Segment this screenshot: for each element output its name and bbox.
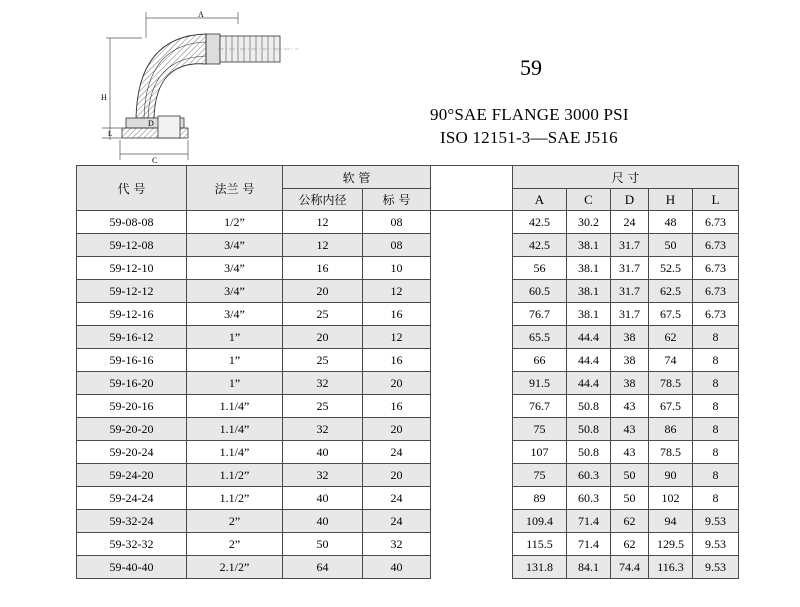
cell-d: 74.4 [611,556,649,579]
cell-l: 6.73 [693,211,739,234]
cell-a: 42.5 [513,234,567,257]
cell-size: 24 [363,487,431,510]
header-l: L [693,189,739,211]
cell-l: 8 [693,349,739,372]
elbow-tube [136,34,206,118]
table-row [77,510,739,533]
cell-l: 6.73 [693,234,739,257]
cell-l: 6.73 [693,257,739,280]
table-row [77,418,739,441]
cell-a: 131.8 [513,556,567,579]
table-row [77,303,739,326]
cell-dn: 32 [283,418,363,441]
cell-l: 8 [693,372,739,395]
cell-dn: 25 [283,349,363,372]
header-hose-size: 标 号 [363,189,431,211]
cell-l: 8 [693,418,739,441]
label-d: D [148,119,154,128]
cell-a: 66 [513,349,567,372]
table-row [77,280,739,303]
blank-cell [431,533,513,556]
cell-h: 48 [649,211,693,234]
cell-size: 32 [363,533,431,556]
cell-h: 86 [649,418,693,441]
cell-d: 31.7 [611,303,649,326]
table-row [77,533,739,556]
cell-code: 59-20-16 [77,395,187,418]
blank-cell [431,326,513,349]
cell-h: 67.5 [649,303,693,326]
cell-a: 75 [513,464,567,487]
cell-flange: 1” [187,326,283,349]
cell-d: 31.7 [611,280,649,303]
table-row [77,349,739,372]
cell-c: 30.2 [567,211,611,234]
cell-a: 91.5 [513,372,567,395]
cell-h: 52.5 [649,257,693,280]
blank-cell [431,441,513,464]
cell-dn: 32 [283,464,363,487]
cell-flange: 3/4” [187,234,283,257]
cell-h: 62 [649,326,693,349]
cell-d: 38 [611,349,649,372]
table-row [77,464,739,487]
header-a: A [513,189,567,211]
cell-size: 12 [363,326,431,349]
cell-flange: 3/4” [187,257,283,280]
cell-l: 9.53 [693,533,739,556]
cell-dn: 20 [283,326,363,349]
blank-cell [431,510,513,533]
cell-h: 129.5 [649,533,693,556]
cell-c: 44.4 [567,349,611,372]
cell-l: 6.73 [693,280,739,303]
cell-dn: 25 [283,303,363,326]
blank-cell [431,395,513,418]
blank-cell [431,464,513,487]
cell-size: 08 [363,211,431,234]
cell-size: 24 [363,510,431,533]
cell-dn: 25 [283,395,363,418]
cell-flange: 1.1/4” [187,395,283,418]
header-blank [431,166,513,211]
cell-flange: 1.1/4” [187,418,283,441]
cell-h: 116.3 [649,556,693,579]
cell-flange: 3/4” [187,303,283,326]
hose-tail [206,34,298,64]
cell-dn: 64 [283,556,363,579]
blank-cell [431,418,513,441]
cell-l: 8 [693,395,739,418]
cell-code: 59-16-12 [77,326,187,349]
label-a: A [198,10,204,19]
cell-a: 76.7 [513,395,567,418]
label-l: L [108,130,113,138]
cell-a: 115.5 [513,533,567,556]
cell-dn: 40 [283,441,363,464]
cell-h: 90 [649,464,693,487]
cell-l: 9.53 [693,510,739,533]
cell-a: 107 [513,441,567,464]
cell-dn: 40 [283,510,363,533]
table-row [77,395,739,418]
cell-a: 76.7 [513,303,567,326]
cell-code: 59-16-20 [77,372,187,395]
blank-cell [431,556,513,579]
blank-cell [431,303,513,326]
cell-a: 89 [513,487,567,510]
table-row [77,234,739,257]
header-d: D [611,189,649,211]
cell-h: 74 [649,349,693,372]
cell-c: 71.4 [567,533,611,556]
label-h: H [101,93,107,102]
blank-cell [431,372,513,395]
cell-flange: 1” [187,349,283,372]
cell-size: 20 [363,372,431,395]
cell-code: 59-16-16 [77,349,187,372]
blank-cell [431,487,513,510]
cell-flange: 2” [187,510,283,533]
cell-size: 16 [363,303,431,326]
cell-size: 20 [363,464,431,487]
cell-flange: 3/4” [187,280,283,303]
cell-d: 43 [611,441,649,464]
cell-h: 102 [649,487,693,510]
cell-c: 60.3 [567,464,611,487]
cell-code: 59-08-08 [77,211,187,234]
cell-code: 59-32-24 [77,510,187,533]
cell-flange: 1/2” [187,211,283,234]
cell-d: 31.7 [611,257,649,280]
cell-c: 38.1 [567,303,611,326]
spec-table-body [77,211,739,579]
cell-a: 60.5 [513,280,567,303]
cell-c: 60.3 [567,487,611,510]
cell-a: 65.5 [513,326,567,349]
blank-cell [431,349,513,372]
cell-code: 59-24-20 [77,464,187,487]
header-code: 代 号 [77,166,187,211]
table-row [77,372,739,395]
cell-h: 78.5 [649,372,693,395]
cell-d: 38 [611,372,649,395]
cell-flange: 1.1/2” [187,464,283,487]
cell-code: 59-24-24 [77,487,187,510]
cell-h: 67.5 [649,395,693,418]
cell-code: 59-32-32 [77,533,187,556]
cell-c: 50.8 [567,418,611,441]
cell-size: 08 [363,234,431,257]
cell-code: 59-12-16 [77,303,187,326]
cell-d: 50 [611,487,649,510]
model-number: 59 [520,55,542,80]
cell-dn: 32 [283,372,363,395]
cell-dn: 12 [283,234,363,257]
cell-c: 71.4 [567,510,611,533]
spec-table [76,165,739,579]
cell-d: 50 [611,464,649,487]
cell-flange: 1.1/2” [187,487,283,510]
dimension-a [146,10,238,38]
cell-code: 59-12-08 [77,234,187,257]
table-row [77,556,739,579]
blank-cell [431,257,513,280]
table-row [77,257,739,280]
cell-l: 6.73 [693,303,739,326]
header-flange: 法兰 号 [187,166,283,211]
cell-dn: 50 [283,533,363,556]
cell-l: 8 [693,441,739,464]
fitting-drawing [98,8,318,164]
header-h: H [649,189,693,211]
cell-size: 12 [363,280,431,303]
cell-size: 10 [363,257,431,280]
cell-d: 38 [611,326,649,349]
cell-size: 40 [363,556,431,579]
cell-d: 43 [611,395,649,418]
cell-a: 75 [513,418,567,441]
blank-cell [431,234,513,257]
cell-l: 9.53 [693,556,739,579]
cell-c: 38.1 [567,280,611,303]
title-line-1: 90°SAE FLANGE 3000 PSI [430,105,629,124]
cell-h: 50 [649,234,693,257]
cell-code: 59-20-20 [77,418,187,441]
cell-c: 44.4 [567,372,611,395]
blank-cell [431,211,513,234]
cell-dn: 12 [283,211,363,234]
cell-size: 16 [363,349,431,372]
table-row [77,326,739,349]
cell-c: 44.4 [567,326,611,349]
cell-l: 8 [693,326,739,349]
cell-c: 50.8 [567,395,611,418]
cell-size: 20 [363,418,431,441]
cell-flange: 2” [187,533,283,556]
header-hose: 软 管 [283,166,431,189]
table-row [77,211,739,234]
cell-a: 56 [513,257,567,280]
cell-code: 59-20-24 [77,441,187,464]
header-hose-dn: 公称内径 [283,189,363,211]
cell-dn: 16 [283,257,363,280]
cell-l: 8 [693,464,739,487]
cell-dn: 20 [283,280,363,303]
header-c: C [567,189,611,211]
cell-d: 43 [611,418,649,441]
cell-size: 16 [363,395,431,418]
label-c: C [152,156,158,164]
cell-d: 31.7 [611,234,649,257]
table-row [77,441,739,464]
cell-h: 62.5 [649,280,693,303]
cell-size: 24 [363,441,431,464]
header-row-1 [77,166,739,189]
cell-c: 50.8 [567,441,611,464]
cell-a: 109.4 [513,510,567,533]
cell-c: 38.1 [567,257,611,280]
cell-h: 94 [649,510,693,533]
cell-flange: 2.1/2” [187,556,283,579]
cell-d: 62 [611,533,649,556]
cell-h: 78.5 [649,441,693,464]
flange-head [122,116,188,138]
cell-d: 24 [611,211,649,234]
cell-l: 8 [693,487,739,510]
cell-flange: 1” [187,372,283,395]
cell-c: 84.1 [567,556,611,579]
cell-d: 62 [611,510,649,533]
title-line-2: ISO 12151-3—SAE J516 [440,128,618,147]
cell-code: 59-12-12 [77,280,187,303]
cell-c: 38.1 [567,234,611,257]
cell-code: 59-40-40 [77,556,187,579]
cell-flange: 1.1/4” [187,441,283,464]
cell-code: 59-12-10 [77,257,187,280]
header-dimensions: 尺 寸 [513,166,739,189]
cell-a: 42.5 [513,211,567,234]
table-row [77,487,739,510]
blank-cell [431,280,513,303]
cell-dn: 40 [283,487,363,510]
